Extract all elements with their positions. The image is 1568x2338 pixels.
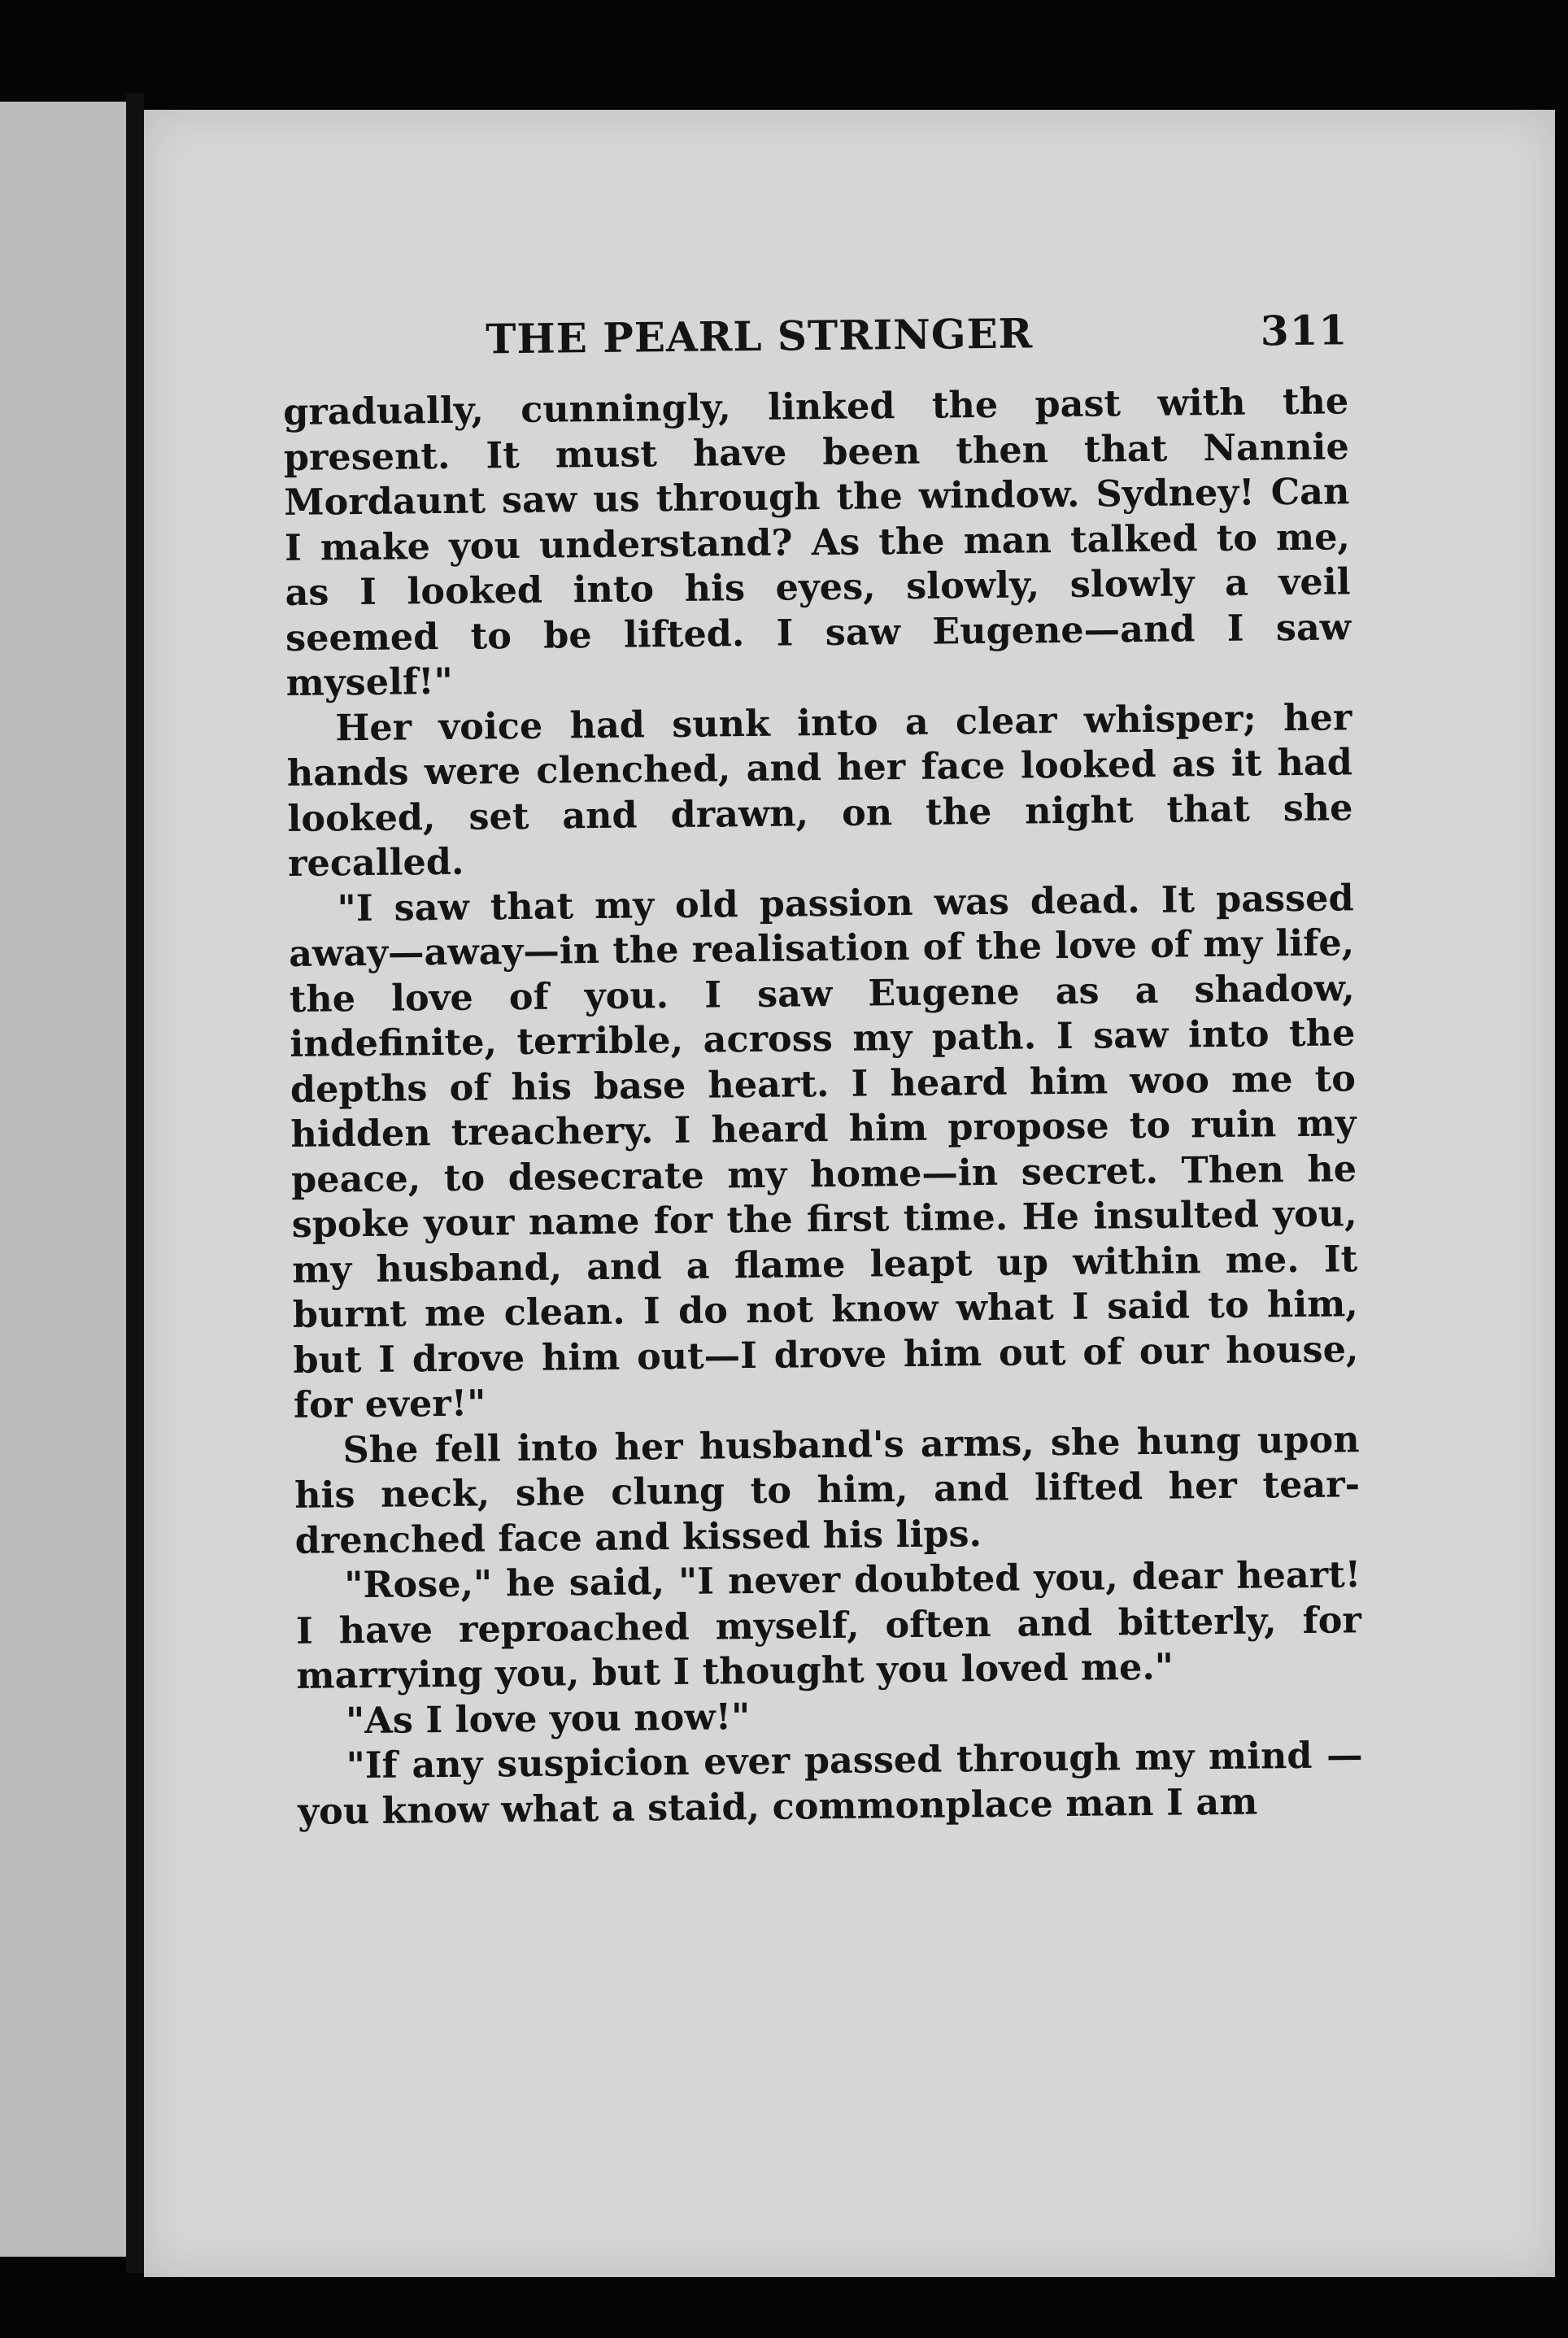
paragraph-continued: gradually, cunningly, linked the past with the present. It must have been then that Nannie Mordaunt saw us through the window. Sydney! Can I make you understand? As the man talked to me, as I looked into his eyes, slowly, slowly a veil seemed to be lifted. I saw Eugene—and I saw myself!" <box>282 380 1352 704</box>
paragraph: "I saw that my old passion was dead. It passed away—away—in the realisation of the love of my life, the love of you. I saw Eugene as a shadow, indefinite, terrible, across my path. I saw into the depths of his base heart. I heard him woo me to hidden treachery. I heard him propose to ruin my peace, to desecrate my home—in secret. Then he spoke your name for the first time. He insulted you, my husband, and a flame leapt up within me. It burnt me clean. I do not know what I said to him, but I drove him out—I drove him out of our house, for ever!" <box>288 876 1359 1426</box>
running-title: THE PEARL STRINGER <box>485 309 1034 364</box>
book-gutter <box>126 94 144 2273</box>
paragraph: "As I love you now!" <box>345 1695 751 1742</box>
paragraph: She fell into her husband's arms, she hung upon his neck, she clung to him, and lifted her tear-drenched face and kissed his lips. <box>294 1417 1361 1562</box>
facing-page-edge <box>0 102 126 2257</box>
running-head <box>282 306 1348 390</box>
paragraph: "Rose," he said, "I never doubted you, dear heart! I have reproached myself, often and bitterly, for marrying you, but I thought you loved me." <box>295 1553 1362 1697</box>
page-text-block <box>282 306 1363 1835</box>
page-number: 311 <box>1260 306 1348 355</box>
paragraph: Her voice had sunk into a clear whisper; her hands were clenched, and her face looked as it had looked, set and drawn, on the night that she recalled. <box>286 695 1353 885</box>
book-page <box>144 110 1555 2277</box>
paragraph-continues: "If any suspicion ever passed through my mind —you know what a staid, commonplace man I am <box>297 1734 1363 1833</box>
